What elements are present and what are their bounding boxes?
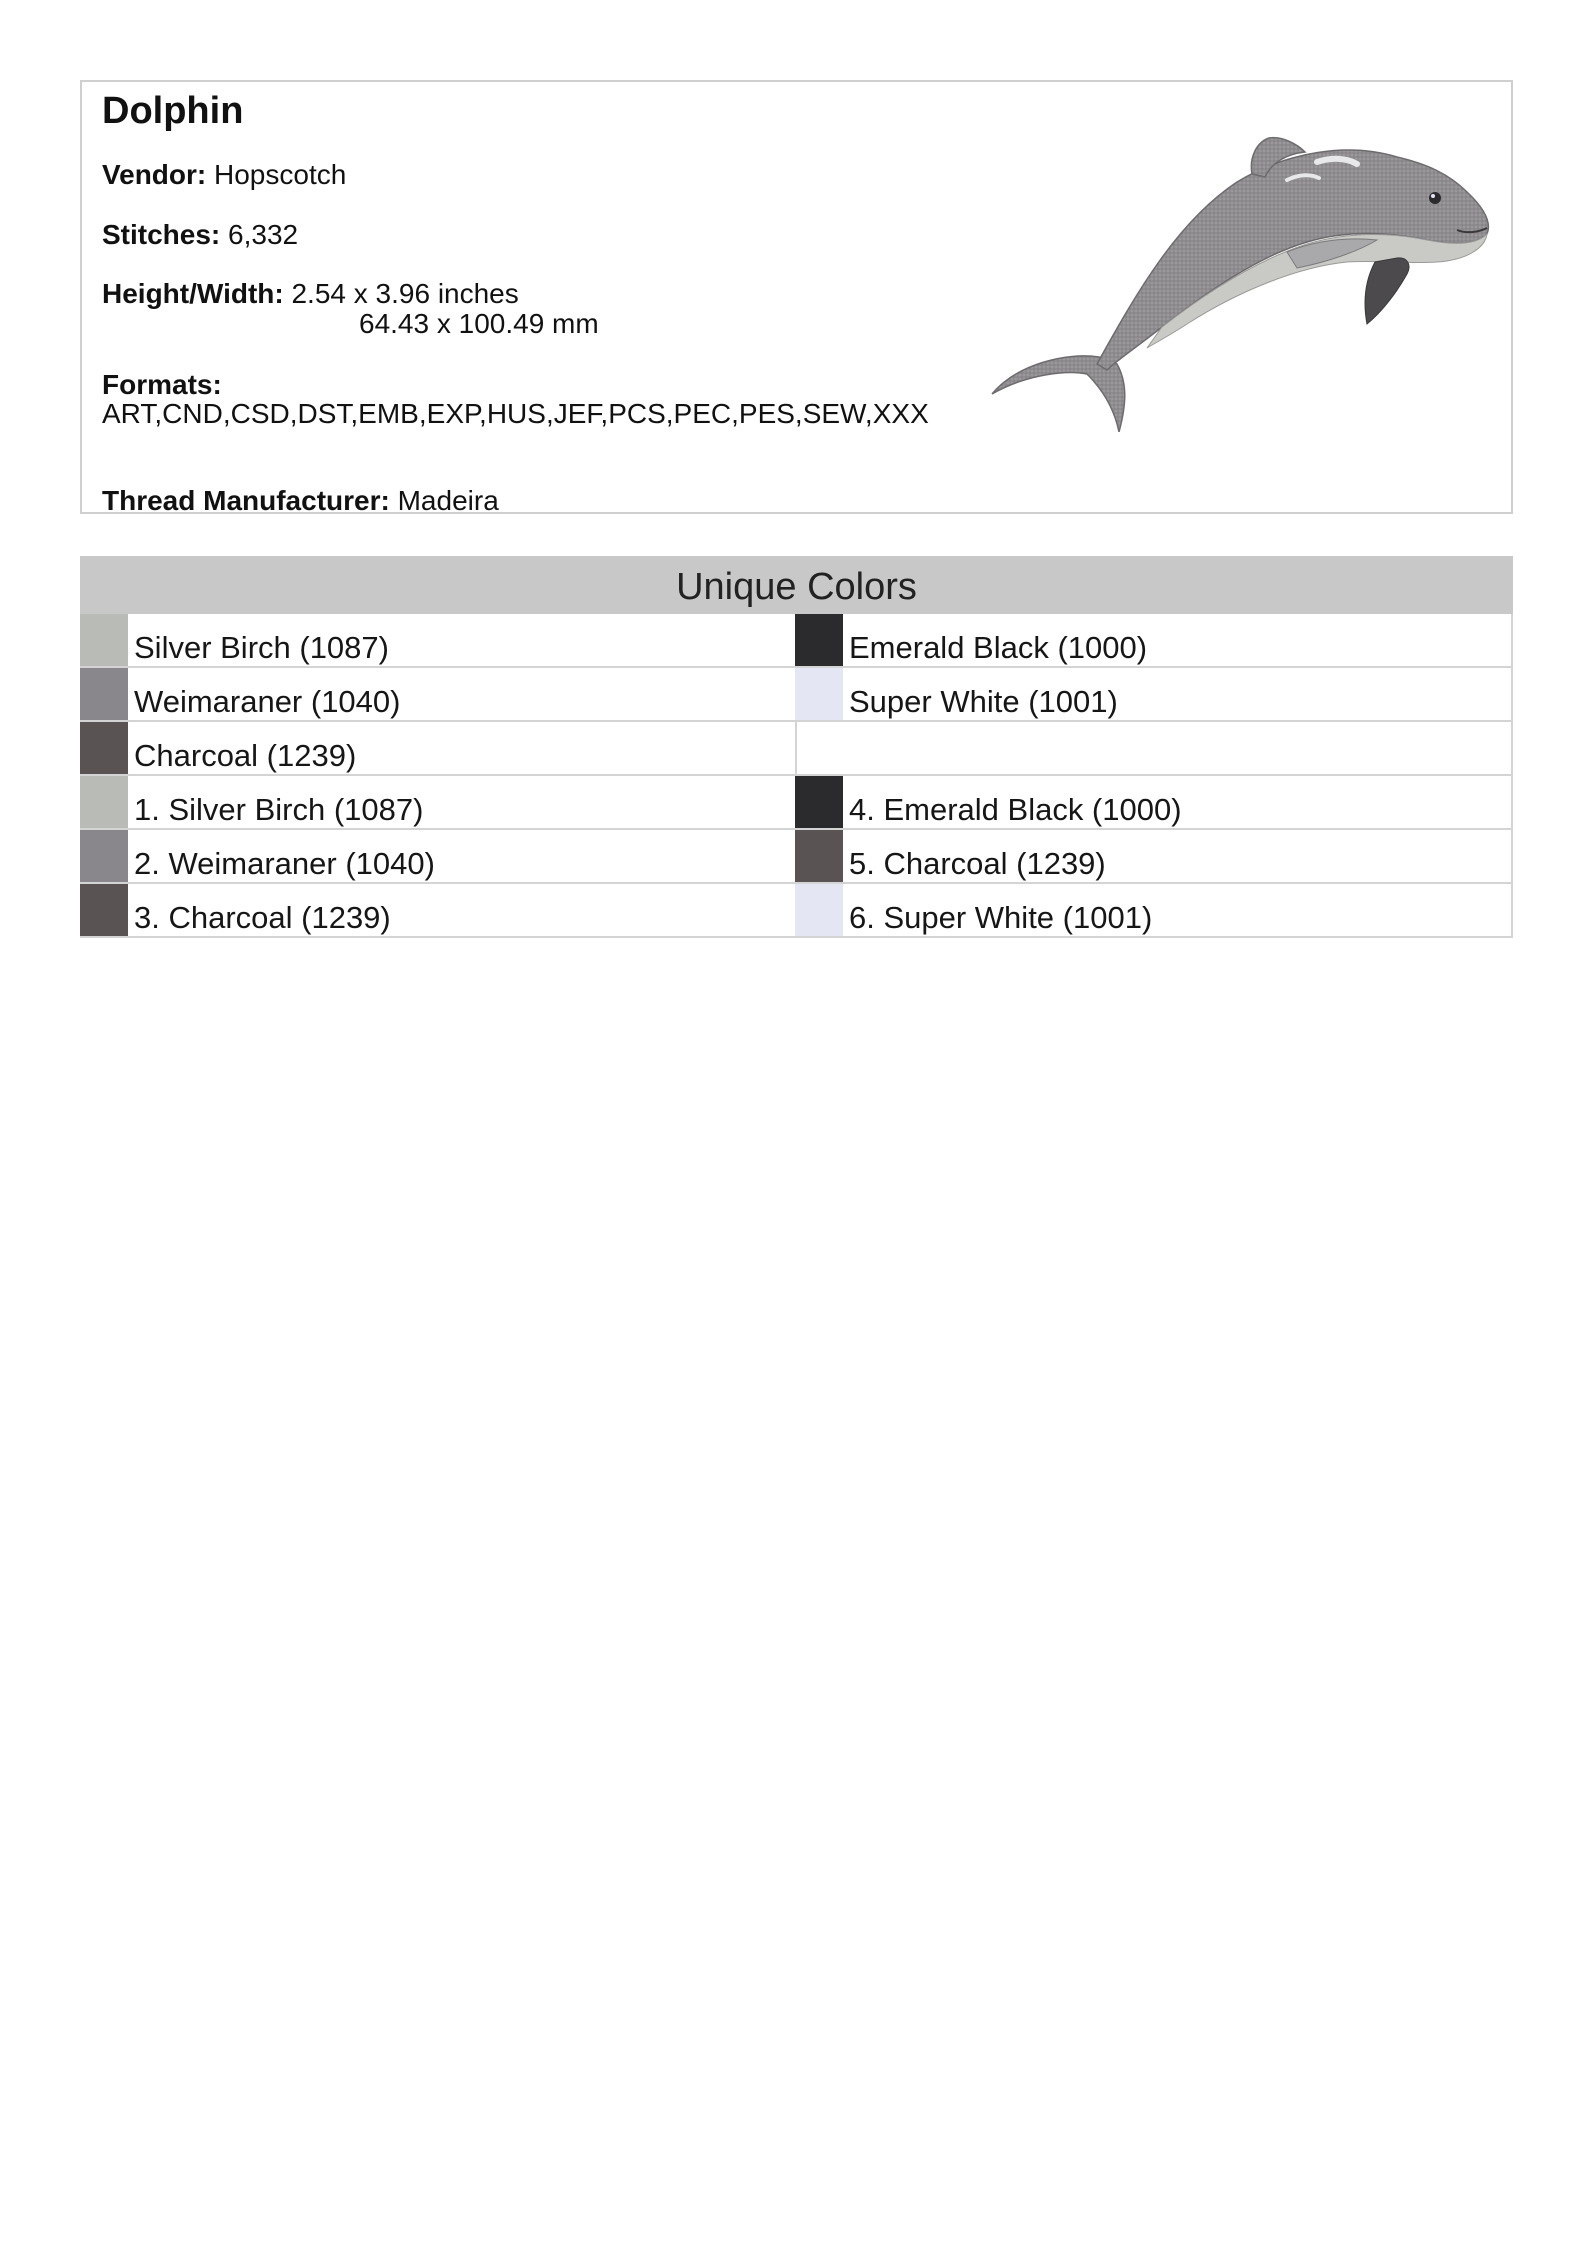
color-swatch <box>795 830 843 882</box>
thread-manufacturer-field <box>102 486 499 516</box>
color-swatch <box>795 614 843 666</box>
color-row <box>80 722 1513 776</box>
formats-value: ART,CND,CSD,DST,EMB,EXP,HUS,JEF,PCS,PEC,PES,SEW,XXX <box>102 398 929 429</box>
dolphin-embroidery-icon <box>987 102 1497 432</box>
color-cell-right <box>795 668 1513 722</box>
color-label: Weimaraner (1040) <box>134 684 401 719</box>
color-swatch <box>80 884 128 936</box>
height-width-field <box>102 279 519 309</box>
thread-manufacturer-value: Madeira <box>397 485 499 516</box>
color-swatch <box>80 668 128 720</box>
color-label: 6. Super White (1001) <box>849 900 1153 935</box>
unique-colors-header: Unique Colors <box>80 556 1513 614</box>
color-cell-right <box>795 884 1513 938</box>
height-width-label: Height/Width: <box>102 278 284 309</box>
color-cell-left <box>80 884 797 938</box>
vendor-label: Vendor: <box>102 159 207 190</box>
vendor-field <box>102 160 346 190</box>
vendor-value: Hopscotch <box>214 159 347 190</box>
stitches-field <box>102 220 298 250</box>
color-row <box>80 668 1513 722</box>
color-cell-right <box>795 614 1513 668</box>
color-label: Super White (1001) <box>849 684 1118 719</box>
color-label: Emerald Black (1000) <box>849 630 1148 665</box>
design-title: Dolphin <box>102 90 244 132</box>
color-label: 1. Silver Birch (1087) <box>134 792 424 827</box>
color-cell-right <box>795 830 1513 884</box>
color-row <box>80 614 1513 668</box>
formats-label: Formats: <box>102 369 222 400</box>
color-cell-left <box>80 722 797 776</box>
color-cell-left <box>80 668 797 722</box>
color-label: 4. Emerald Black (1000) <box>849 792 1182 827</box>
height-width-mm: 64.43 x 100.49 mm <box>359 308 599 339</box>
color-cell-right <box>795 776 1513 830</box>
color-row <box>80 776 1513 830</box>
color-swatch <box>795 884 843 936</box>
color-label: 3. Charcoal (1239) <box>134 900 391 935</box>
height-width-inches: 2.54 x 3.96 inches <box>291 278 519 309</box>
color-swatch <box>795 776 843 828</box>
color-cell-right <box>795 722 1513 776</box>
color-row <box>80 830 1513 884</box>
color-label: 5. Charcoal (1239) <box>849 846 1106 881</box>
color-swatch <box>80 830 128 882</box>
color-cell-left <box>80 830 797 884</box>
color-swatch <box>795 668 843 720</box>
thread-manufacturer-label: Thread Manufacturer: <box>102 485 390 516</box>
color-swatch <box>80 722 128 774</box>
color-label: Silver Birch (1087) <box>134 630 389 665</box>
stitches-value: 6,332 <box>228 219 299 250</box>
color-cell-left <box>80 614 797 668</box>
stitches-label: Stitches: <box>102 219 221 250</box>
design-info-panel <box>80 80 1513 514</box>
color-label: Charcoal (1239) <box>134 738 357 773</box>
color-swatch <box>80 614 128 666</box>
color-cell-left <box>80 776 797 830</box>
color-swatch <box>80 776 128 828</box>
color-label: 2. Weimaraner (1040) <box>134 846 435 881</box>
color-row <box>80 884 1513 938</box>
